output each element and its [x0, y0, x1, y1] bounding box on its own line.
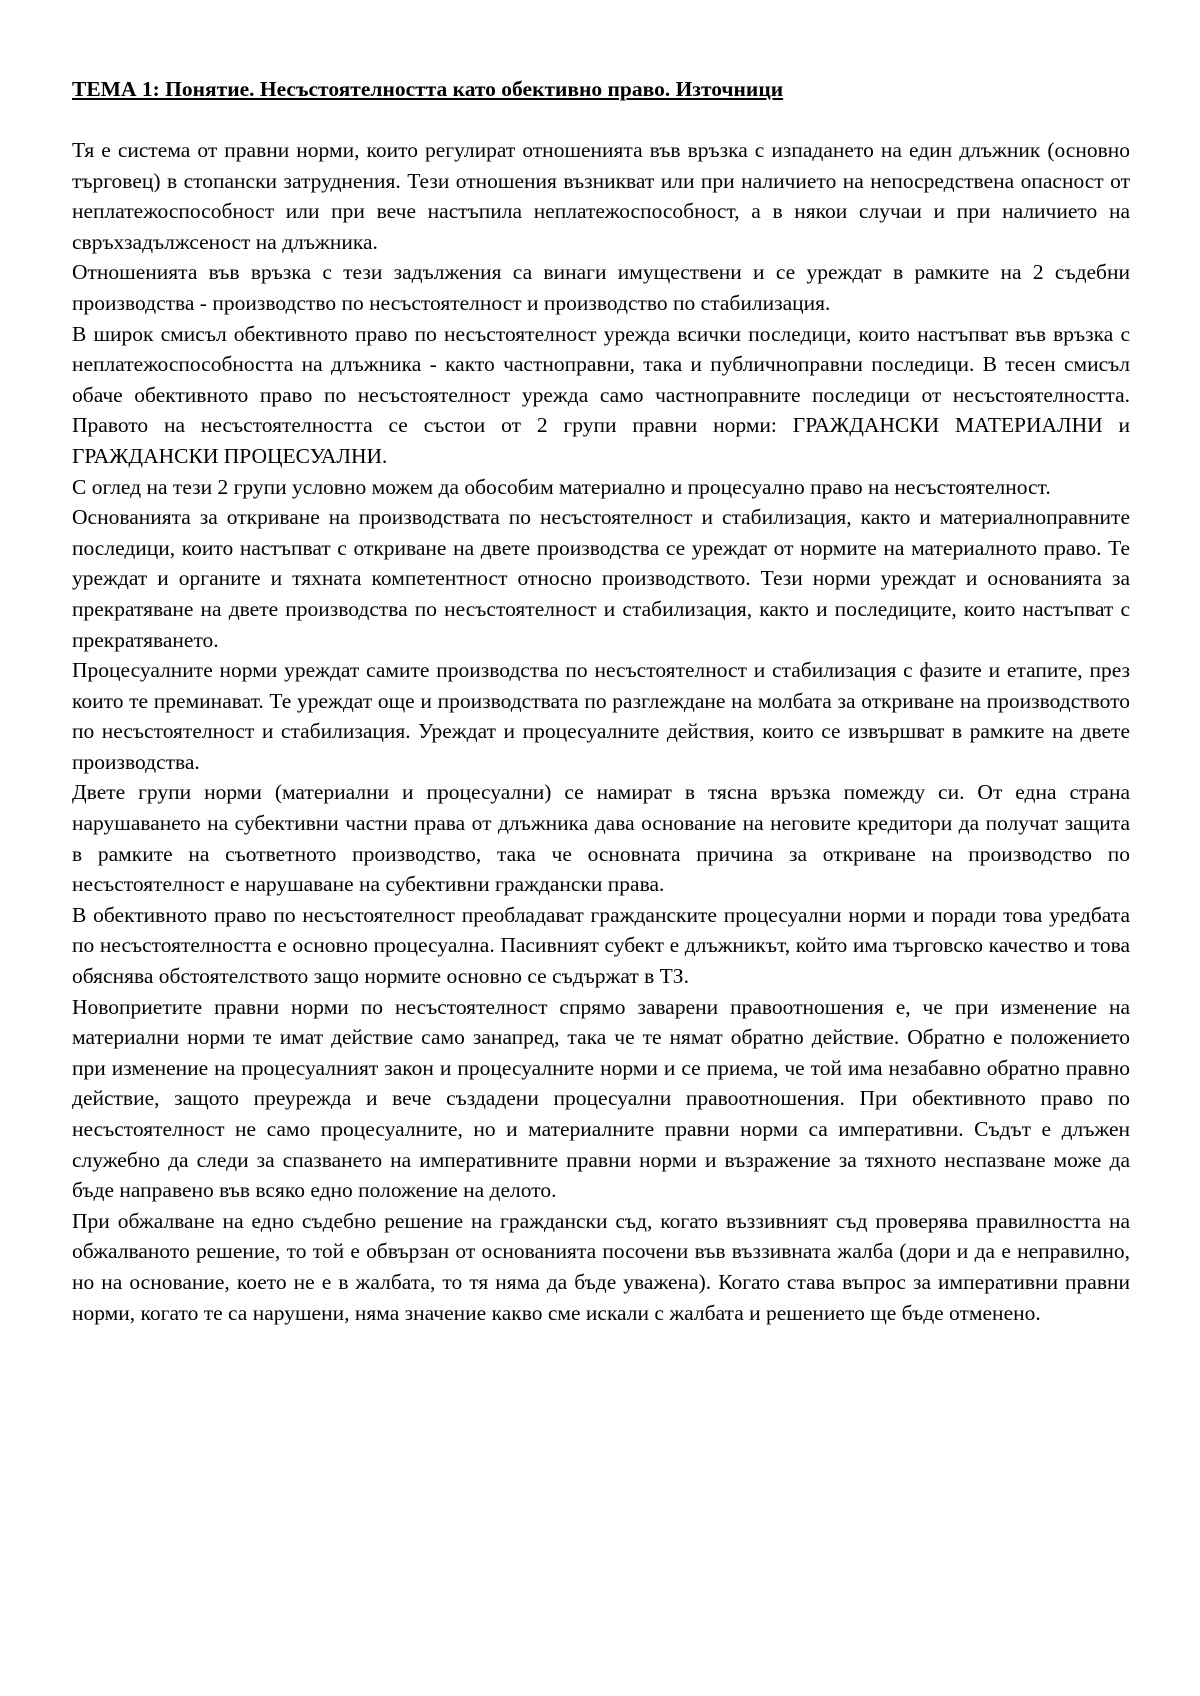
page-title: ТЕМА 1: Понятие. Несъстоятелността като обективно право. Източници — [72, 77, 784, 101]
paragraph-1: Тя е система от правни норми, които регулират отношенията във връзка с изпадането на един длъжник (основно търговец) в стопански затруднения. Тези отношения възникват или при наличието на непосредствена опасност от неплатежоспособност или при вече настъпила неплатежоспособност, а в някои случаи и при наличието на свръхзадължсеност на длъжника. — [72, 138, 1130, 254]
paragraph-7: Двете групи норми (материални и процесуални) се намират в тясна връзка помежду си. От една страна нарушаването на субективни частни права от длъжника дава основание на неговите кредитори да получат защита в рамките на съответното производство, така че основната причина за откриване на производство по несъстоятелност е нарушаване на субективни граждански права. — [72, 780, 1130, 897]
paragraph-9: Новоприетите правни норми по несъстоятелност спрямо заварени правоотношения е, че при изменение на материални норми те имат действие само занапред, така че те нямат обратно действие. Обратно е положението при изменение на процесуалният закон и процесуалните норми и се приема, че той има незабавно обратно правно действие, защото преурежда и вече създадени процесуални правоотношения. При обективното право по несъстоятелност не само процесуалните, но и материалните правни норми са императивни. Съдът е длъжен служебно да следи за спазването на императивните правни норми и възражение за тяхното неспазване може да бъде направено във всяко едно положение на делото. — [72, 994, 1130, 1203]
paragraph-10: При обжалване на едно съдебно решение на граждански съд, когато въззивният съд проверява правилността на обжалваното решение, то той е обвързан от основанията посочени във въззивната жалба (дори и да е неправилно, но на основание, което не е в жалбата, то тя няма да бъде уважена). Когато става въпрос за императивни правни норми, когато те са нарушени, няма значение какво сме искали с жалбата и решението ще бъде отменено. — [72, 1208, 1130, 1325]
paragraph-6: Процесуалните норми уреждат самите производства по несъстоятелност и стабилизация с фазите и етапите, през които те преминават. Те уреждат още и производствата по разглеждане на молбата за откриване на производството по несъстоятелност и стабилизация. Уреждат и процесуалните действия, които се извършват в рамките на двете производства. — [72, 658, 1130, 774]
paragraph-2: Отношенията във връзка с тези задължения са винаги имуществени и се уреждат в рамките на 2 съдебни производства - производство по несъстоятелност и производство по стабилизация. — [72, 260, 1130, 315]
paragraph-3: В широк смисъл обективното право по несъстоятелност урежда всички последици, които настъпват във връзка с неплатежоспособността на длъжника - както частноправни, така и публичноправни последици. В тесен смисъл обаче обективното право по несъстоятелност урежда само частноправните последици от несъстоятелността. Правото на несъстоятелността се състои от 2 групи правни норми: ГРАЖДАНСКИ МАТЕРИАЛНИ и ГРАЖДАНСКИ ПРОЦЕСУАЛНИ. — [72, 321, 1130, 468]
paragraph-8: В обективното право по несъстоятелност преобладават гражданските процесуални норми и поради това уредбата по несъстоятелността е основно процесуална. Пасивният субект е длъжникът, който има търговско качество и това обяснява обстоятелството защо нормите основно се съдържат в ТЗ. — [72, 902, 1130, 989]
paragraph-4: С оглед на тези 2 групи условно можем да обособим материално и процесуално право на несъстоятелност. — [72, 474, 1051, 499]
paragraph-5: Основанията за откриване на производствата по несъстоятелност и стабилизация, както и материалноправните последици, които настъпват с откриване на двете производства се уреждат от нормите на материалното право. Те уреждат и органите и тяхната компетентност относно производството. Тези норми уреждат и основанията за прекратяване на двете производства по несъстоятелност и стабилизация, както и последиците, които настъпват с прекратяването. — [72, 505, 1130, 652]
document-page — [72, 74, 1130, 1328]
